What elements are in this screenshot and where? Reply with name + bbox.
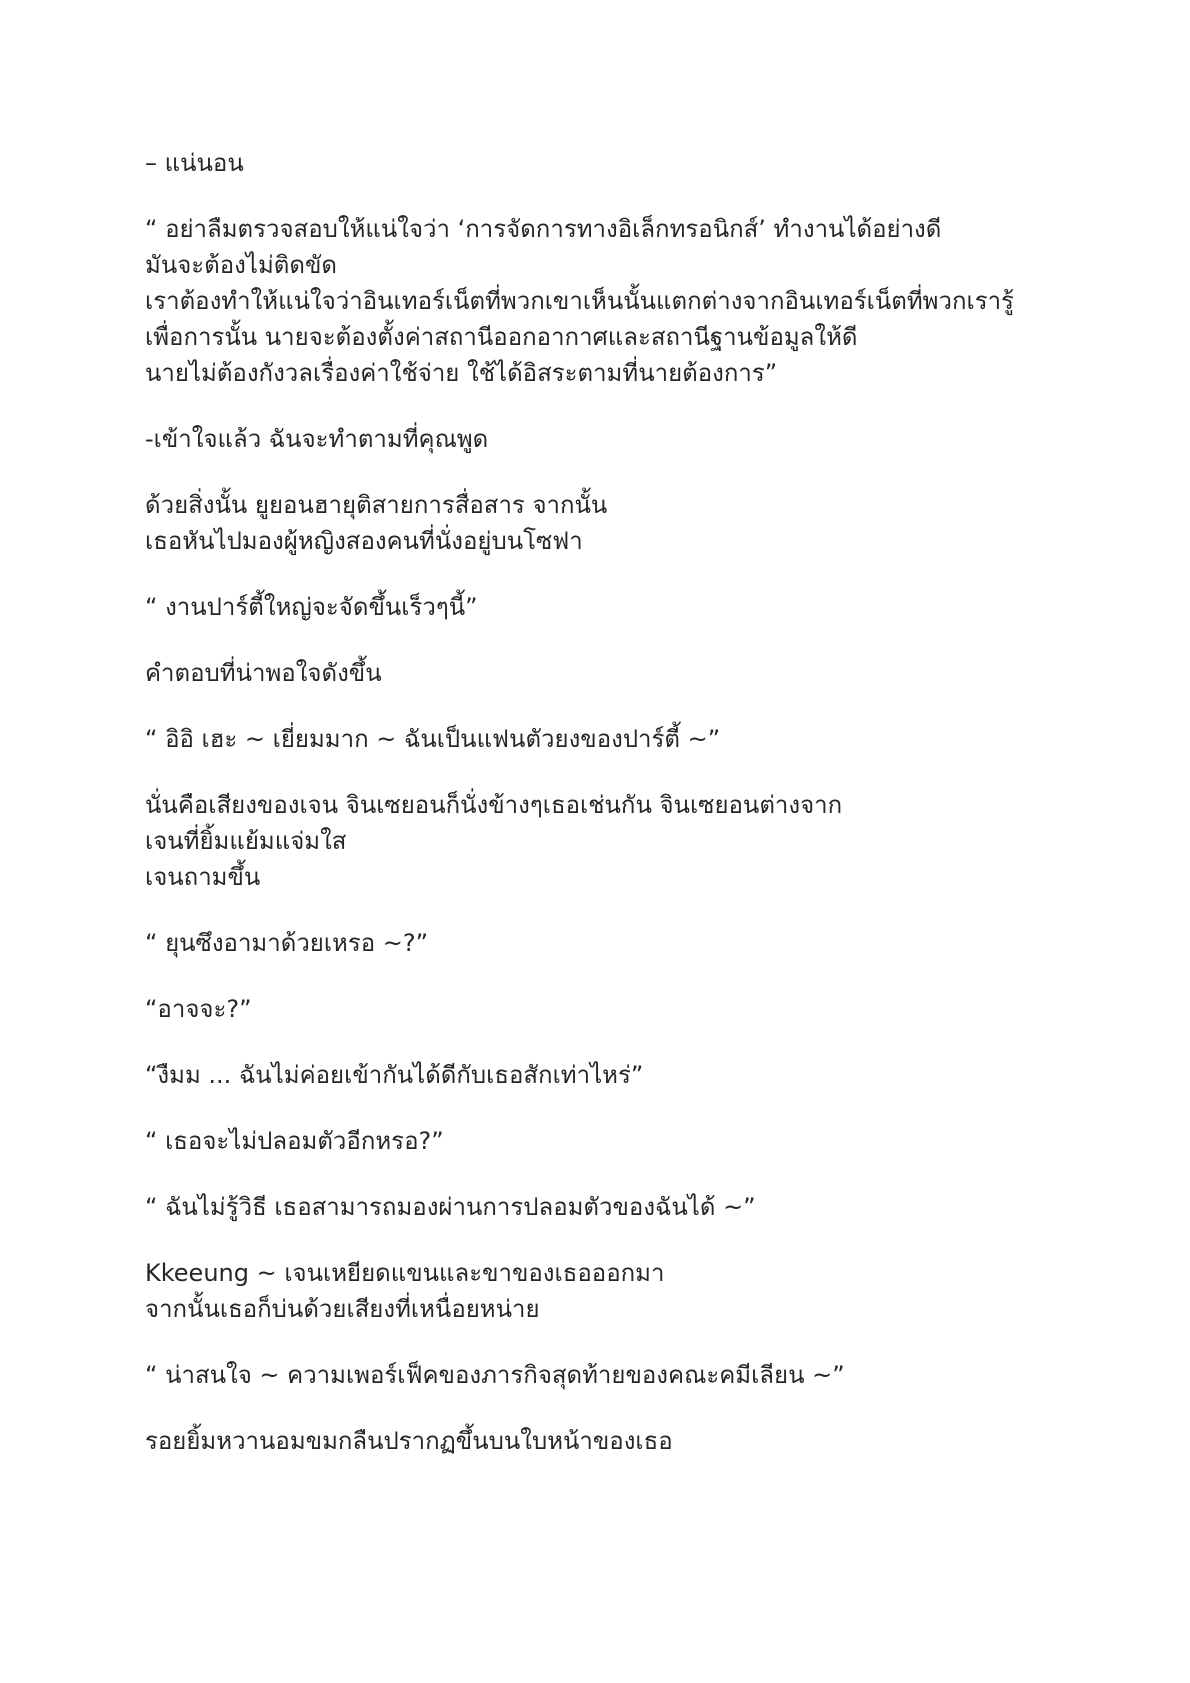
paragraph — [145, 211, 1045, 391]
paragraph — [145, 655, 1045, 691]
text-line: -เข้าใจแล้ว ฉันจะทำตามที่คุณพูด — [145, 425, 489, 453]
text-line: นายไม่ต้องกังวลเรื่องค่าใช้จ่าย ใช้ได้อิสระตามที่นายต้องการ” — [145, 359, 778, 387]
paragraph — [145, 487, 1045, 559]
text-line: นั่นคือเสียงของเจน จินเซยอนก็นั่งข้างๆเธอเช่นกัน จินเซยอนต่างจาก — [145, 791, 843, 819]
text-line: “งืมม ... ฉันไม่ค่อยเข้ากันได้ดีกับเธอสักเท่าไหร่” — [145, 1061, 644, 1089]
text-line: รอยยิ้มหวานอมขมกลืนปรากฏขึ้นบนใบหน้าของเธอ — [145, 1427, 673, 1455]
text-line: “ อย่าลืมตรวจสอบให้แน่ใจว่า ‘การจัดการทางอิเล็กทรอนิกส์’ ทำงานได้อย่างดี — [145, 215, 942, 243]
paragraph — [145, 589, 1045, 625]
text-line: “ งานปาร์ตี้ใหญ่จะจัดขึ้นเร็วๆนี้” — [145, 593, 478, 621]
paragraph — [145, 925, 1045, 961]
text-line: “ น่าสนใจ ~ ความเพอร์เฟ็คของภารกิจสุดท้ายของคณะคมีเลียน ~” — [145, 1361, 845, 1389]
text-line: ด้วยสิ่งนั้น ยูยอนฮายุติสายการสื่อสาร จากนั้น — [145, 491, 608, 519]
paragraph — [145, 721, 1045, 757]
text-line: เจนที่ยิ้มแย้มแจ่มใส — [145, 827, 347, 855]
paragraph — [145, 1357, 1045, 1393]
paragraph — [145, 991, 1045, 1027]
paragraph — [145, 787, 1045, 895]
text-line: เธอหันไปมองผู้หญิงสองคนที่นั่งอยู่บนโซฟา — [145, 527, 583, 555]
paragraph — [145, 145, 1045, 181]
paragraph — [145, 1255, 1045, 1327]
text-line: “ เธอจะไม่ปลอมตัวอีกหรอ?” — [145, 1127, 444, 1155]
paragraph — [145, 1057, 1045, 1093]
paragraph — [145, 1423, 1045, 1459]
text-line: – แน่นอน — [145, 149, 244, 177]
paragraph — [145, 1189, 1045, 1225]
text-line: “ ฉันไม่รู้วิธี เธอสามารถมองผ่านการปลอมตัวของฉันได้ ~” — [145, 1193, 756, 1221]
text-line: เพื่อการนั้น นายจะต้องตั้งค่าสถานีออกอากาศและสถานีฐานข้อมูลให้ดี — [145, 323, 858, 351]
text-line: เราต้องทำให้แน่ใจว่าอินเทอร์เน็ตที่พวกเขาเห็นนั้นแตกต่างจากอินเทอร์เน็ตที่พวกเรารู้ — [145, 287, 1014, 315]
text-line: “อาจจะ?” — [145, 995, 252, 1023]
text-line: คำตอบที่น่าพอใจดังขึ้น — [145, 659, 382, 687]
text-line: Kkeeung ~ เจนเหยียดแขนและขาของเธอออกมา — [145, 1259, 665, 1287]
paragraph — [145, 421, 1045, 457]
document-body — [145, 145, 1045, 1489]
paragraph — [145, 1123, 1045, 1159]
text-line: มันจะต้องไม่ติดขัด — [145, 251, 337, 279]
text-line: จากนั้นเธอก็บ่นด้วยเสียงที่เหนื่อยหน่าย — [145, 1295, 540, 1323]
text-line: เจนถามขึ้น — [145, 863, 261, 891]
text-line: “ อิอิ เฮะ ~ เยี่ยมมาก ~ ฉันเป็นแฟนตัวยงของปาร์ตี้ ~” — [145, 725, 721, 753]
text-line: “ ยุนซึงอามาด้วยเหรอ ~?” — [145, 929, 429, 957]
